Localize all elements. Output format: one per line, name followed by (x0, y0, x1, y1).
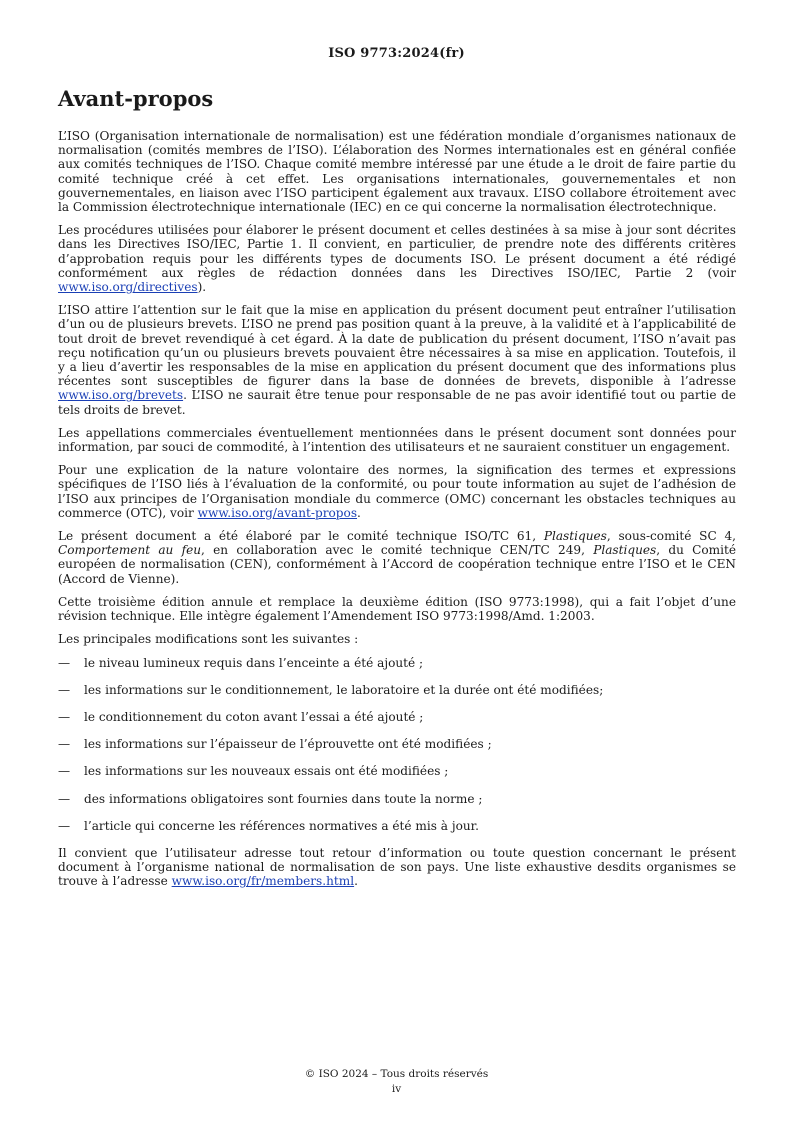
paragraph-iso-intro: L’ISO (Organisation internationale de normalisation) est une fédération mondiale d’organismes nationaux de normalisation (comités membres de l’ISO). L’élaboration des Normes internationales est en général confiée aux comités techniques de l’ISO. Chaque comité membre intéressé par une étude a le droit de faire partie du comité technique créé à cet effet. Les organisations internationales, gouvernementales et non gouvernementales, en liaison avec l’ISO participent également aux travaux. L’ISO collabore étroitement avec la Commission électrotechnique internationale (IEC) en ce qui concerne la normalisation électrotechnique. (58, 129, 736, 215)
list-item-text: des informations obligatoires sont fournies dans toute la norme ; (84, 791, 483, 806)
text-fragment: Il convient que l’utilisateur adresse tout retour d’information ou toute question concernant le présent document à l’organisme national de normalisation de son pays. Une liste exhaustive desdits organismes se trouve à l’adresse (58, 845, 736, 889)
copyright-notice: © ISO 2024 – Tous droits réservés (304, 1068, 489, 1080)
list-item-text: le niveau lumineux requis dans l’enceinte a été ajouté ; (84, 655, 424, 670)
list-item (58, 656, 736, 670)
dash-bullet: — (58, 818, 71, 833)
page-title: Avant-propos (58, 86, 214, 111)
list-item (58, 737, 736, 751)
paragraph-voluntary-nature (58, 463, 736, 520)
text-fragment: . (354, 874, 358, 889)
list-item (58, 792, 736, 806)
document-body (58, 129, 736, 898)
page-number: iv (391, 1083, 402, 1095)
text-fragment: , sous-comité SC 4, (606, 529, 736, 544)
italic-comportement-au-feu: Comportement au feu (58, 543, 202, 558)
paragraph-patents (58, 303, 736, 417)
text-fragment: Pour une explication de la nature volontaire des normes, la signification des termes et expressions spécifiques de l’ISO liés à l’évaluation de la conformité, ou pour toute information au sujet de l’adhésion de l’ISO aux principes de l’Organisation mondiale du commerce (OMC) concernant les obstacles techniques au commerce (OTC), voir (58, 463, 736, 520)
list-item-text: l’article qui concerne les références normatives a été mis à jour. (84, 818, 479, 833)
list-item (58, 819, 736, 833)
paragraph-edition: Cette troisième édition annule et remplace la deuxième édition (ISO 9773:1998), qui a fait l’objet d’une révision technique. Elle intègre également l’Amendement ISO 9773:1998/Amd. 1:2003. (58, 594, 736, 624)
page-footer (0, 1067, 793, 1097)
link-brevets[interactable]: www.iso.org/brevets (58, 388, 184, 403)
paragraph-committee (58, 529, 736, 586)
list-item-text: le conditionnement du coton avant l’essai a été ajouté ; (84, 709, 424, 724)
italic-plastiques: Plastiques (543, 529, 607, 544)
text-fragment: . (357, 505, 361, 520)
list-item (58, 683, 736, 697)
list-item-text: les informations sur le conditionnement, le laboratoire et la durée ont été modifiées; (84, 682, 604, 697)
text-fragment: Le présent document a été élaboré par le comité technique ISO/TC 61, (58, 529, 544, 544)
dash-bullet: — (58, 682, 71, 697)
text-fragment: L’ISO attire l’attention sur le fait que la mise en application du présent document peut entraîner l’utilisation d’un ou de plusieurs brevets. L’ISO ne prend pas position quant à la preuve, à la validité et à l’applicabilité de tout droit de brevet revendiqué à cet égard. À la date de publication du présent document, l’ISO n’avait pas reçu notification qu’un ou plusieurs brevets pouvaient être nécessaires à sa mise en application. Toutefois, il y a lieu d’avertir les responsables de la mise en application du présent document que des informations plus récentes sont susceptibles de figurer dans la base de données de brevets, disponible à l’adresse (58, 303, 736, 389)
paragraph-trade-names: Les appellations commerciales éventuellement mentionnées dans le présent document sont données pour information, par souci de commodité, à l’intention des utilisateurs et ne sauraient constituer un engagement. (58, 425, 736, 455)
list-item-text: les informations sur l’épaisseur de l’éprouvette ont été modifiées ; (84, 737, 492, 752)
document-id-header: ISO 9773:2024(fr) (328, 46, 465, 61)
dash-bullet: — (58, 737, 71, 752)
dash-bullet: — (58, 764, 71, 779)
text-fragment: Les procédures utilisées pour élaborer le présent document et celles destinées à sa mise à jour sont décrites dans les Directives ISO/IEC, Partie 1. Il convient, en particulier, de prendre note des différents critères d’approbation requis pour les différents types de documents ISO. Le présent document a été rédigé conformément aux règles de rédaction données dans les Directives ISO/IEC, Partie 2 (voir (58, 223, 736, 280)
paragraph-feedback (58, 846, 736, 889)
dash-bullet: — (58, 709, 71, 724)
link-members[interactable]: www.iso.org/fr/members.html (171, 874, 355, 889)
dash-bullet: — (58, 655, 71, 670)
link-directives[interactable]: www.iso.org/directives (58, 280, 198, 295)
text-fragment: , du Comité européen de normalisation (CEN), conformément à l’Accord de coopération technique entre l’ISO et le CEN (Accord de Vienne). (58, 543, 737, 586)
paragraph-procedures (58, 223, 736, 294)
changes-list (58, 656, 736, 833)
text-fragment: , en collaboration avec le comité technique CEN/TC 249, (201, 543, 594, 558)
paragraph-changes-intro: Les principales modifications sont les suivantes : (58, 632, 359, 647)
list-item (58, 710, 736, 724)
link-avant-propos[interactable]: www.iso.org/avant-propos (197, 505, 358, 520)
italic-plastiques: Plastiques (593, 543, 657, 558)
text-fragment: ). (197, 280, 207, 295)
list-item (58, 764, 736, 778)
list-item-text: les informations sur les nouveaux essais ont été modifiées ; (84, 764, 449, 779)
text-fragment: . L’ISO ne saurait être tenue pour responsable de ne pas avoir identifié tout ou partie de tels droits de brevet. (58, 388, 736, 417)
dash-bullet: — (58, 791, 71, 806)
